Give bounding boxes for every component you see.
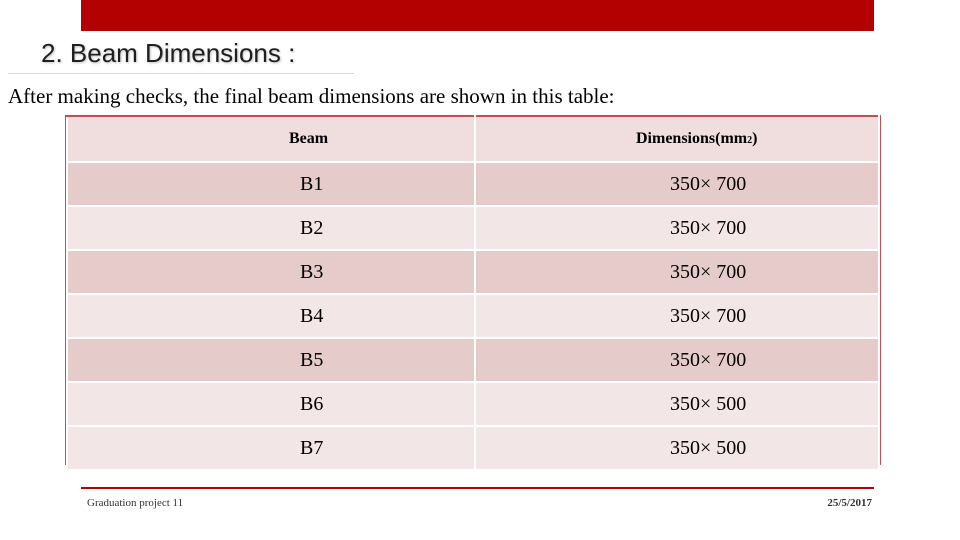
cell-beam: B3 [67, 250, 475, 294]
table-row [67, 250, 879, 294]
cell-beam: B1 [67, 162, 475, 206]
table-row [67, 338, 879, 382]
cell-dimensions: 350× 500 [475, 426, 879, 470]
slide-title: 2. Beam Dimensions : [41, 38, 296, 68]
table-row [67, 162, 879, 206]
cell-dimensions: 350× 700 [475, 294, 879, 338]
header-beam: Beam [67, 116, 475, 162]
cell-dimensions: 350× 700 [475, 250, 879, 294]
top-accent-bar [81, 0, 874, 31]
cell-dimensions: 350× 700 [475, 338, 879, 382]
intro-text: After making checks, the final beam dimensions are shown in this table: [8, 84, 615, 108]
footer-project-label: Graduation project 11 [87, 497, 184, 509]
cell-beam: B6 [67, 382, 475, 426]
cell-dimensions: 350× 700 [475, 206, 879, 250]
footer-divider [81, 487, 874, 489]
cell-beam: B5 [67, 338, 475, 382]
header-dimensions: Dimensions(mm2) [475, 116, 879, 162]
footer-date: 25/5/2017 [827, 497, 872, 509]
cell-beam: B2 [67, 206, 475, 250]
cell-dimensions: 350× 500 [475, 382, 879, 426]
beam-dimensions-table [66, 115, 880, 471]
table-header-row [67, 116, 879, 162]
cell-beam: B4 [67, 294, 475, 338]
title-divider [8, 73, 354, 74]
table-row [67, 382, 879, 426]
table-row [67, 206, 879, 250]
cell-beam: B7 [67, 426, 475, 470]
cell-dimensions: 350× 700 [475, 162, 879, 206]
table-row [67, 294, 879, 338]
table-row [67, 426, 879, 470]
